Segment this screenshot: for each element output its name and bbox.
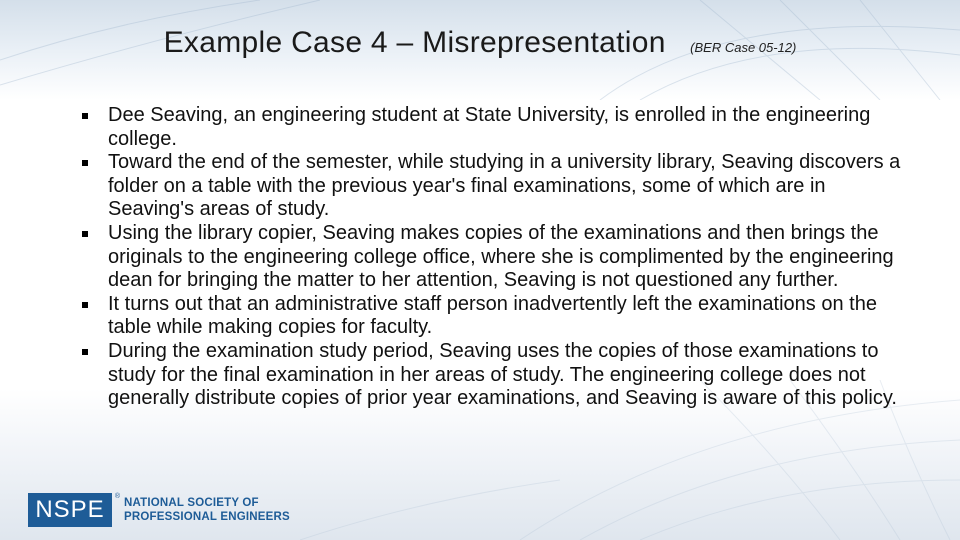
nspe-logo (28, 492, 290, 528)
bullet-square-icon (82, 160, 88, 166)
page-title: Example Case 4 – Misrepresentation (163, 26, 666, 59)
logo-line-1: NATIONAL SOCIETY OF (124, 497, 259, 509)
bullet-text: During the examination study period, Seaving uses the copies of those examinations to study for the final examination in her areas of study. The engineering college does not generally distribute copies of prior year examinations, and Seaving is aware of this policy. (108, 339, 897, 410)
bullet-text: It turns out that an administrative staff person inadvertently left the examinations on the table while making copies for faculty. (108, 292, 877, 339)
bullet-square-icon (82, 113, 88, 119)
bullet-item (84, 340, 904, 411)
bullet-list (84, 104, 904, 411)
bullet-text: Using the library copier, Seaving makes copies of the examinations and then brings the originals to the engineering college office, where she is complimented by the engineering dean for bringing the matter to her attention, Seaving is not questioned any further. (108, 221, 894, 292)
bullet-item (84, 293, 904, 340)
title-row (0, 26, 960, 70)
registered-mark: ® (114, 493, 121, 500)
bullet-text: Toward the end of the semester, while studying in a university library, Seaving discovers a folder on a table with the previous year's final examinations, some of which are in Seaving's areas of study. (108, 151, 901, 221)
logo-mark-text: NSPE (35, 496, 105, 523)
logo-wordmark (124, 496, 290, 524)
bullet-item (84, 151, 904, 222)
case-reference: (BER Case 05-12) (690, 40, 797, 55)
bullet-item (84, 222, 904, 293)
bullet-square-icon (82, 302, 88, 308)
bullet-item (84, 104, 904, 151)
content-area (84, 104, 904, 411)
nspe-logo-mark (28, 493, 121, 527)
logo-line-2: PROFESSIONAL ENGINEERS (124, 511, 290, 523)
bullet-square-icon (82, 231, 88, 237)
bullet-square-icon (82, 349, 88, 355)
bullet-text: Dee Seaving, an engineering student at State University, is enrolled in the engineering college. (108, 104, 871, 150)
